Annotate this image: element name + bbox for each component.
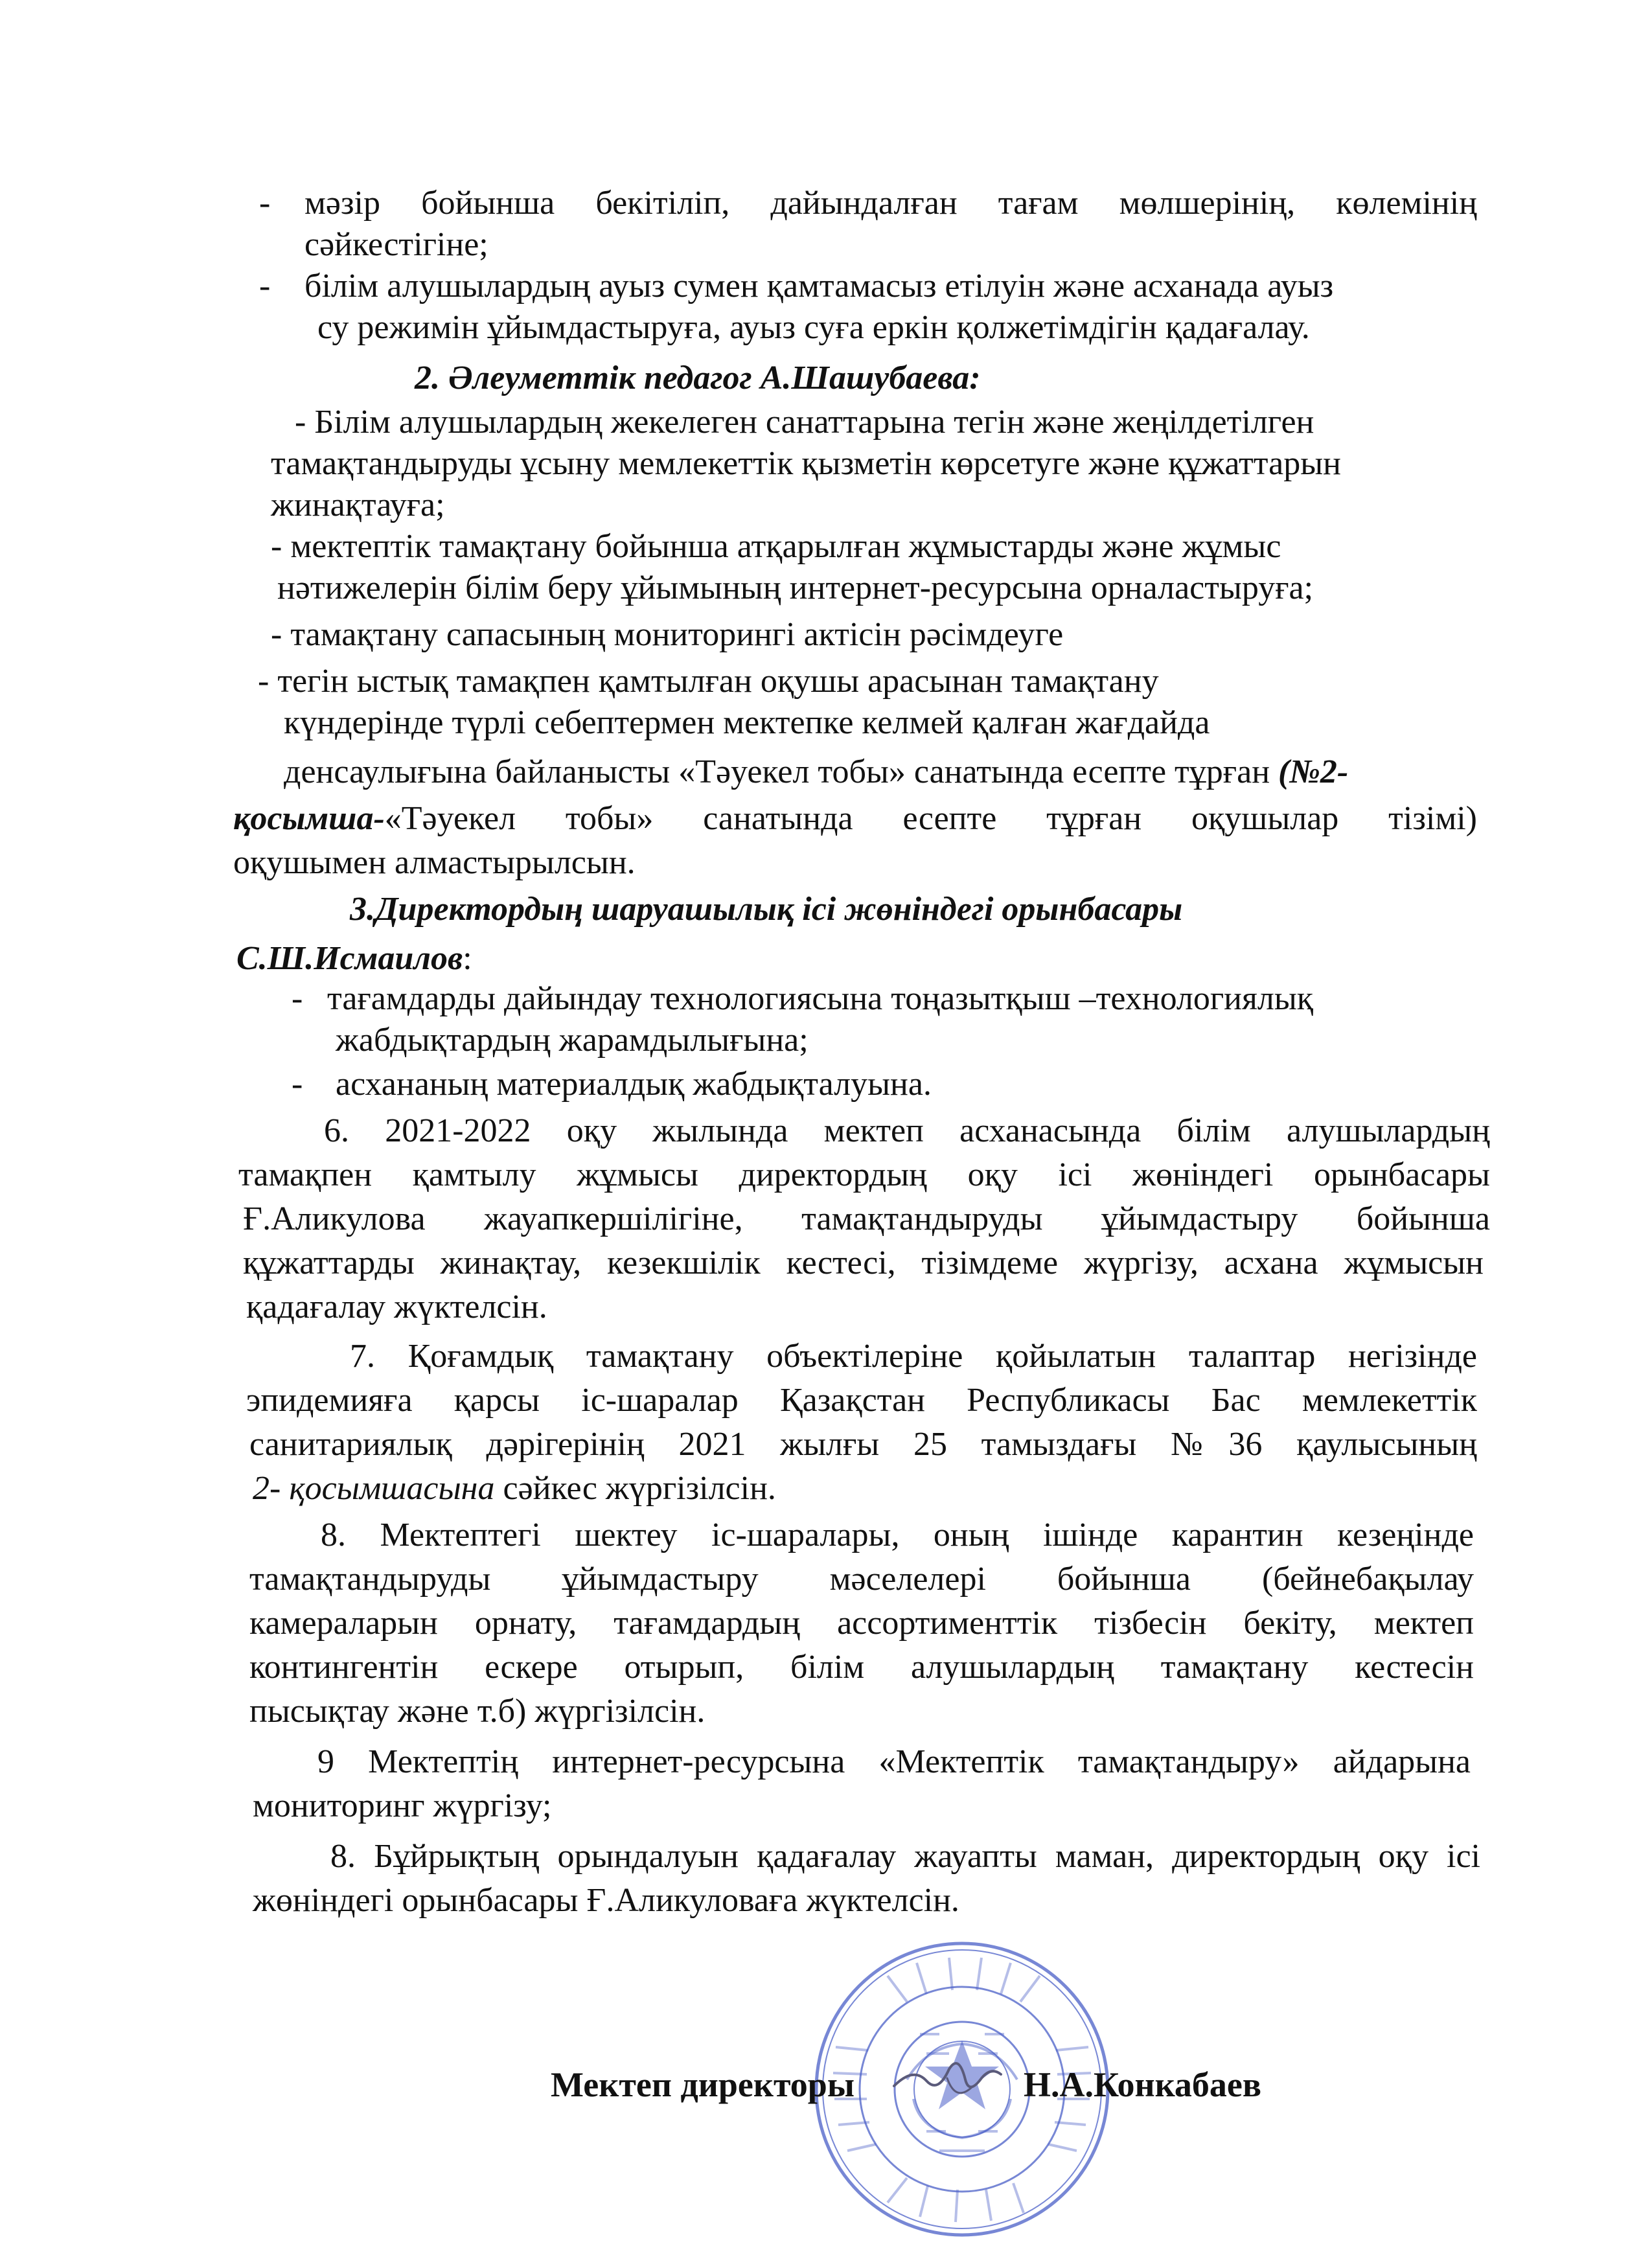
- director-title: Мектеп директоры: [551, 2065, 855, 2104]
- bullet-2-line-1: білім алушылардың ауыз сумен қамтамасыз етілуін және асханада ауыз: [304, 268, 1334, 304]
- item-6-line-1: 6. 2021-2022 оқу жылында мектеп асханасында білім алушылардың: [324, 1112, 1490, 1149]
- bullet-dash: -: [292, 1066, 303, 1103]
- item-6-line-2: тамақпен қамтылу жұмысы директордың оқу ісі жөніндегі орынбасары: [238, 1156, 1490, 1193]
- section-2-p1-line-1: - Білім алушылардың жекелеген санаттарына тегін және жеңілдетілген: [295, 404, 1314, 441]
- item-6-line-3: Ғ.Аликулова жауапкершілігіне, тамақтандыруды ұйымдастыру бойынша: [243, 1200, 1490, 1237]
- deputy-name: С.Ш.Исмаилов: [236, 940, 463, 977]
- item-7-line-2: эпидемияға қарсы іс-шаралар Қазақстан Республикасы Бас мемлекеттік: [246, 1382, 1477, 1419]
- item-8a-line-1: 8. Мектептегі шектеу іс-шаралары, оның ішінде карантин кезеңінде: [321, 1517, 1474, 1553]
- bullet-dash: -: [259, 185, 271, 222]
- item-7-line-4: [253, 1468, 776, 1509]
- section-2-p2-line-1: - мектептік тамақтану бойынша атқарылған жұмыстарды және жұмыс: [271, 528, 1281, 565]
- bullet-dash: -: [292, 980, 303, 1017]
- bullet-1-line-1: мәзір бойынша бекітіліп, дайындалған тағам мөлшерінің, көлемінің: [304, 185, 1477, 222]
- bullet-2-line-2: су режимін ұйымдастыруға, ауыз суға еркін қолжетімдігін қадағалау.: [317, 309, 1310, 346]
- appendix-ref-italic: 2- қосымшасына: [253, 1470, 495, 1507]
- section-3-heading-line-1: 3.Директордың шаруашылық ісі жөніндегі орынбасары: [350, 891, 1183, 928]
- item-6-line-4: құжаттарды жинақтау, кезекшілік кестесі, тізімдеме жүргізу, асхана жұмысын: [243, 1244, 1484, 1281]
- section-2-p4-line-1: - тегін ыстық тамақпен қамтылған оқушы арасынан тамақтану: [258, 663, 1159, 700]
- item-8b-line-1: 8. Бұйрықтың орындалуын қадағалау жауапты маман, директордың оқу ісі: [330, 1838, 1480, 1875]
- item-8a-line-4: контингентін ескере отырып, білім алушылардың тамақтану кестесін: [249, 1649, 1474, 1686]
- bullet-dash: -: [259, 268, 271, 304]
- heading-colon: :: [463, 940, 472, 977]
- item-8a-line-2: тамақтандыруды ұйымдастыру мәселелері бойынша (бейнебақылау: [249, 1561, 1474, 1598]
- section-2-p4-line-3-text: денсаулығына байланысты «Тәуекел тобы» санатында есепте тұрған: [284, 753, 1279, 790]
- appendix-ref-end: қосымша-: [233, 800, 385, 837]
- section-2-p4-line-5: оқушымен алмастырылсын.: [233, 844, 636, 881]
- appendix-ref-start: (№2-: [1278, 753, 1349, 790]
- section-2-p4-line-4-text: «Тәуекел тобы» санатында есепте тұрған оқушылар тізімі): [384, 800, 1477, 837]
- item-8a-line-5: пысықтау және т.б) жүргізілсін.: [249, 1693, 706, 1730]
- section-2-p1-line-2: тамақтандыруды ұсыну мемлекеттік қызметін көрсетуге және құжаттарын: [271, 445, 1341, 482]
- item-8b-line-2: жөніндегі орынбасары Ғ.Аликуловаға жүктелсін.: [253, 1882, 959, 1919]
- section-2-p3: - тамақтану сапасының мониторингі актісін рәсімдеуге: [271, 616, 1064, 653]
- item-7-line-1: 7. Қоғамдық тамақтану объектілеріне қойылатын талаптар негізінде: [350, 1338, 1477, 1375]
- section-3-item-1-line-2: жабдықтардың жарамдылығына;: [336, 1022, 809, 1059]
- item-6-line-5: қадағалау жүктелсін.: [246, 1289, 547, 1325]
- item-7-line-3: санитариялық дәрігерінің 2021 жылғы 25 тамыздағы №36 қаулысының: [249, 1426, 1477, 1463]
- director-name: Н.А.Конкабаев: [1024, 2065, 1262, 2104]
- section-2-heading: 2. Әлеуметтік педагог А.Шашубаева:: [415, 360, 981, 396]
- section-2-p4-line-2: күндерінде түрлі себептермен мектепке келмей қалған жағдайда: [284, 704, 1210, 741]
- section-3-item-2: асхананың материалдық жабдықталуына.: [336, 1066, 932, 1103]
- bullet-1-line-2: сәйкестігіне;: [304, 226, 488, 263]
- item-9-line-1: 9 Мектептің интернет-ресурсына «Мектептік тамақтандыру» айдарына: [317, 1743, 1471, 1780]
- item-7-line-4-text: сәйкес жүргізілсін.: [494, 1470, 776, 1507]
- section-2-p4-line-4: [233, 798, 1477, 840]
- section-2-p1-line-3: жинақтауға;: [271, 487, 445, 523]
- section-2-p2-line-2: нәтижелерін білім беру ұйымының интернет-ресурсына орналастыруға;: [277, 569, 1314, 606]
- handwritten-signature: [888, 2041, 1030, 2112]
- item-8a-line-3: камераларын орнату, тағамдардың ассортименттік тізбесін бекіту, мектеп: [249, 1605, 1474, 1642]
- item-9-line-2: мониторинг жүргізу;: [253, 1787, 552, 1824]
- section-3-heading-line-2: [236, 938, 472, 979]
- section-3-item-1-line-1: тағамдарды дайындау технологиясына тоңазытқыш –технологиялық: [327, 980, 1314, 1017]
- section-2-p4-line-3: [284, 751, 1348, 793]
